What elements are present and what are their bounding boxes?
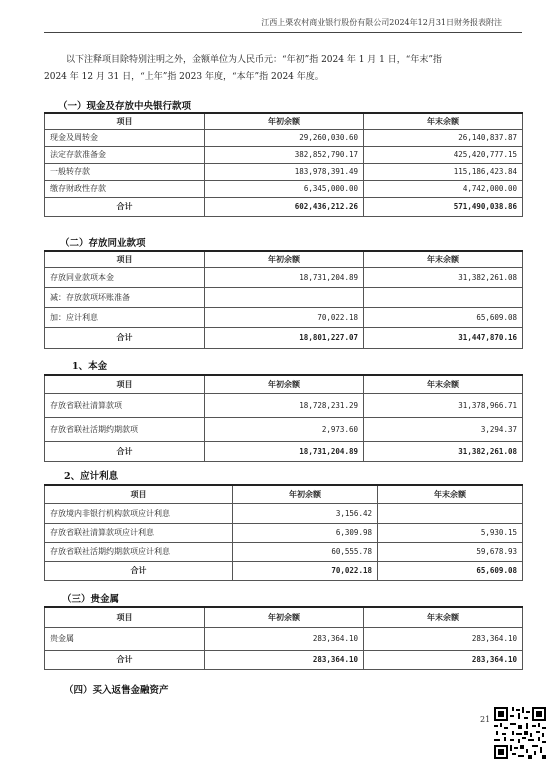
row-label: 存放省联社活期约期款项应计利息 [45, 542, 233, 561]
row-value-closing: 59,678.93 [378, 542, 523, 561]
row-value-closing: 4,742,000.00 [364, 180, 523, 197]
row-label: 加：应计利息 [45, 307, 205, 327]
table-total-row [45, 197, 523, 216]
total-value-opening: 283,364.10 [205, 650, 364, 669]
section-title-precious-metals: （三）贵金属 [62, 594, 120, 605]
table-row [45, 523, 523, 542]
table-row [45, 417, 523, 441]
row-value-closing: 5,930.15 [378, 523, 523, 542]
row-value-opening: 60,555.78 [233, 542, 378, 561]
row-label: 减：存放款项坏账准备 [45, 287, 205, 307]
table-total-row [45, 441, 523, 461]
total-value-opening: 602,436,212.26 [205, 197, 364, 216]
row-label: 存放省联社清算款项应计利息 [45, 523, 233, 542]
row-label: 缴存财政性存款 [45, 180, 205, 197]
row-value-opening [205, 287, 364, 307]
section-title-interbank-deposits: （二）存放同业款项 [60, 238, 146, 249]
row-value-closing: 425,420,777.15 [364, 146, 523, 163]
table-row [45, 129, 523, 146]
row-value-opening: 2,973.60 [205, 417, 364, 441]
row-label: 法定存款准备金 [45, 146, 205, 163]
row-value-opening: 6,309.98 [233, 523, 378, 542]
table-row [45, 163, 523, 180]
col-header-closing: 年末余额 [364, 375, 523, 393]
qr-code-icon [494, 707, 546, 759]
row-value-opening: 6,345,000.00 [205, 180, 364, 197]
table-row [45, 146, 523, 163]
col-header-closing: 年末余额 [378, 485, 523, 503]
table-total-row [45, 327, 523, 348]
total-label: 合计 [45, 441, 205, 461]
table-row [45, 267, 523, 287]
row-value-closing: 115,186,423.84 [364, 163, 523, 180]
row-value-opening: 29,260,030.60 [205, 129, 364, 146]
col-header-closing: 年末余额 [364, 607, 523, 627]
table-precious-metals [44, 606, 523, 670]
row-label: 存放省联社活期约期款项 [45, 417, 205, 441]
total-value-opening: 18,801,227.07 [205, 327, 364, 348]
row-label: 现金及周转金 [45, 129, 205, 146]
table-principal [44, 374, 523, 462]
col-header-closing: 年末余额 [364, 113, 523, 129]
total-label: 合计 [45, 650, 205, 669]
total-value-opening: 70,022.18 [233, 561, 378, 580]
row-label: 存放省联社清算款项 [45, 393, 205, 417]
row-value-closing: 65,609.08 [364, 307, 523, 327]
table-row [45, 287, 523, 307]
row-value-closing: 31,378,966.71 [364, 393, 523, 417]
row-value-opening: 18,731,204.89 [205, 267, 364, 287]
header-rule [44, 32, 522, 33]
table-row [45, 503, 523, 523]
row-value-opening: 70,022.18 [205, 307, 364, 327]
col-header-item: 项目 [45, 251, 205, 267]
table-total-row [45, 561, 523, 580]
col-header-item: 项目 [45, 607, 205, 627]
section-title-reverse-repo: （四）买入返售金融资产 [64, 685, 169, 696]
table-row [45, 307, 523, 327]
col-header-item: 项目 [45, 375, 205, 393]
intro-line-1: 以下注释项目除特别注明之外，金额单位为人民币元：“年初”指 2024 年 1 月 1 日，“年末”指 [66, 55, 442, 65]
table-row [45, 393, 523, 417]
table-interbank-deposits [44, 250, 523, 349]
total-value-closing: 31,382,261.08 [364, 441, 523, 461]
total-value-closing: 283,364.10 [364, 650, 523, 669]
page-header: 江西上栗农村商业银行股份有限公司2024年12月31日财务报表附注 [261, 18, 502, 27]
total-label: 合计 [45, 561, 233, 580]
table-row [45, 542, 523, 561]
row-value-opening: 183,978,391.49 [205, 163, 364, 180]
section-title-cash-central-bank: （一）现金及存放中央银行款项 [58, 101, 192, 112]
row-value-opening: 382,852,790.17 [205, 146, 364, 163]
row-value-closing: 3,294.37 [364, 417, 523, 441]
table-total-row [45, 650, 523, 669]
table-row [45, 627, 523, 650]
row-value-closing: 283,364.10 [364, 627, 523, 650]
row-value-closing [378, 503, 523, 523]
table-cash-central-bank [44, 112, 523, 217]
col-header-opening: 年初余额 [205, 607, 364, 627]
table-accrued-interest [44, 484, 523, 581]
col-header-item: 项目 [45, 113, 205, 129]
page-number: 21 [480, 715, 491, 724]
row-label: 贵金属 [45, 627, 205, 650]
row-value-opening: 18,728,231.29 [205, 393, 364, 417]
section-title-principal: 1、本金 [72, 361, 108, 372]
col-header-opening: 年初余额 [233, 485, 378, 503]
row-value-opening: 283,364.10 [205, 627, 364, 650]
row-label: 存放同业款项本金 [45, 267, 205, 287]
total-label: 合计 [45, 327, 205, 348]
col-header-item: 项目 [45, 485, 233, 503]
intro-line-2: 2024 年 12 月 31 日，“上年”指 2023 年度，“本年”指 2024 年度。 [44, 72, 324, 82]
row-label: 一般转存款 [45, 163, 205, 180]
col-header-closing: 年末余额 [364, 251, 523, 267]
total-value-closing: 31,447,870.16 [364, 327, 523, 348]
row-value-opening: 3,156.42 [233, 503, 378, 523]
total-label: 合计 [45, 197, 205, 216]
row-value-closing: 31,382,261.08 [364, 267, 523, 287]
total-value-opening: 18,731,204.89 [205, 441, 364, 461]
section-title-accrued-interest: 2、应计利息 [64, 471, 119, 482]
col-header-opening: 年初余额 [205, 375, 364, 393]
total-value-closing: 65,609.08 [378, 561, 523, 580]
total-value-closing: 571,490,038.86 [364, 197, 523, 216]
row-value-closing: 26,140,837.87 [364, 129, 523, 146]
col-header-opening: 年初余额 [205, 251, 364, 267]
row-value-closing [364, 287, 523, 307]
row-label: 存放境内非银行机构款项应计利息 [45, 503, 233, 523]
table-row [45, 180, 523, 197]
col-header-opening: 年初余额 [205, 113, 364, 129]
